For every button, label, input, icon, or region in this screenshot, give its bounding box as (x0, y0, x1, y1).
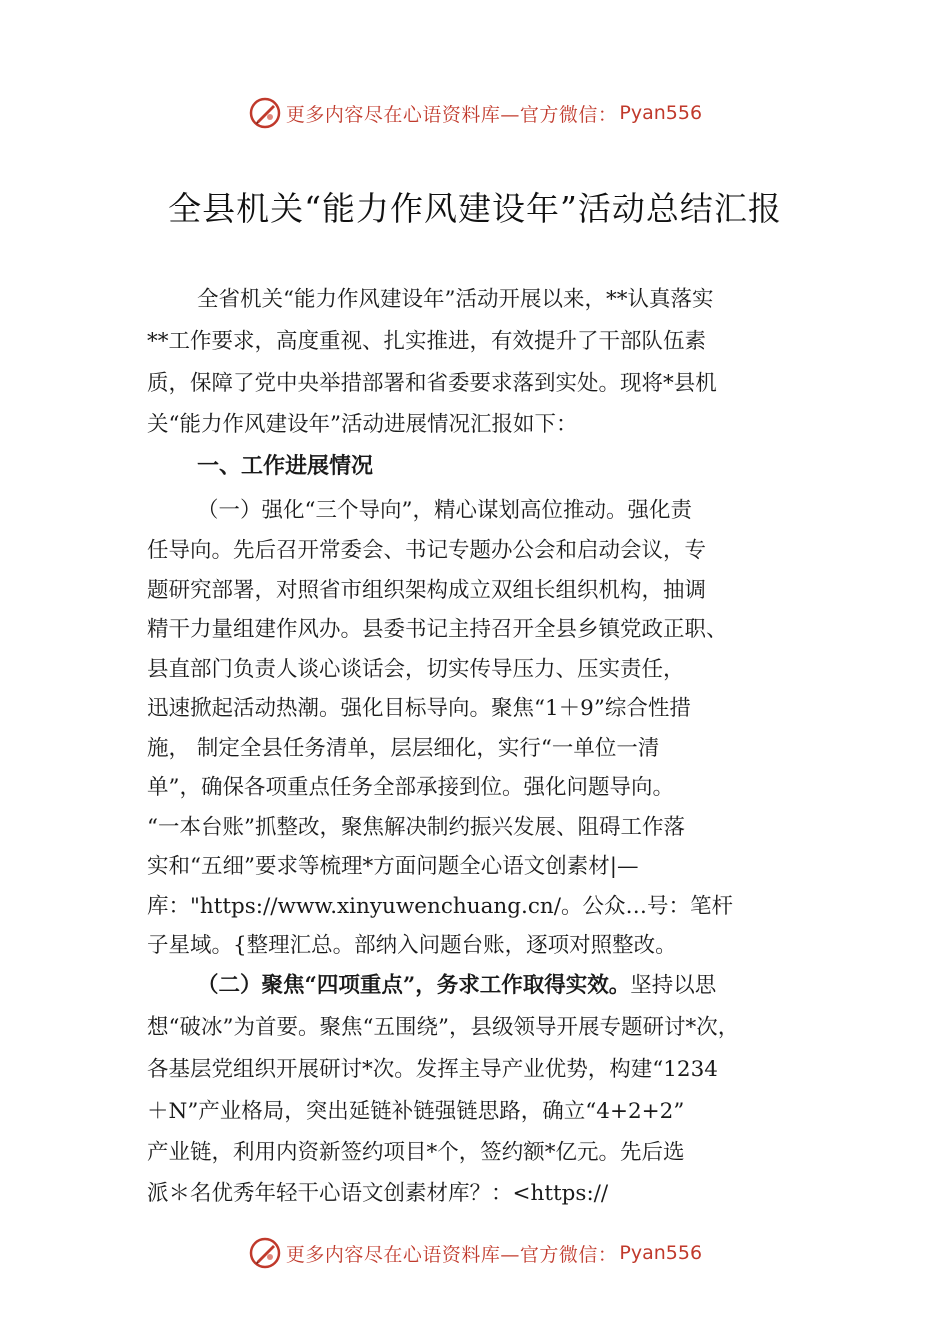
paragraph-line: 任导向。先后召开常委会、书记专题办公会和启动会议，专 (147, 538, 707, 563)
paragraph-line: 单”，确保各项重点任务全部承接到位。强化问题导向。 (147, 775, 674, 800)
paragraph-line: 产业链，利用内资新签约项目*个，签约额*亿元。先后选 (147, 1140, 685, 1165)
watermark-banner-bottom (0, 1233, 950, 1273)
paragraph-line: 施， 制定全县任务清单，层层细化，实行“一单位一清 (147, 736, 660, 761)
section-heading: 一、工作进展情况 (197, 454, 374, 479)
paragraph-line: ＋N”产业格局，突出延链补链强链思路，确立“4+2+2” (147, 1099, 685, 1124)
banner-text: 更多内容尽在心语资料库—官方微信： (285, 1243, 618, 1266)
banner-wechat-id: Pyan556 (619, 1242, 703, 1264)
paragraph-line: 县直部门负责人谈心谈话会，切实传导压力、压实责任， (147, 657, 685, 682)
paragraph-line: 全省机关“能力作风建设年”活动开展以来，**认真落实 (197, 287, 714, 312)
subheading-bold: （二）聚焦“四项重点”，务求工作取得实效。 (197, 973, 631, 998)
watermark-banner-top (0, 93, 950, 133)
paragraph-line: 实和“五细”要求等梳理*方面问题全心语文创素材|— (147, 854, 639, 879)
pen-logo-icon (248, 96, 282, 130)
pen-logo-icon (248, 1236, 282, 1270)
paragraph-line: 想“破冰”为首要。聚焦“五围绕”，县级领导开展专题研讨*次， (147, 1015, 740, 1040)
paragraph-line: 质，保障了党中央举措部署和省委要求落到实处。现将*县机 (147, 371, 717, 396)
document-title: 全县机关“能力作风建设年”活动总结汇报 (168, 189, 782, 228)
paragraph-line: “一本台账”抓整改，聚焦解决制约振兴发展、阻碍工作落 (147, 815, 685, 840)
banner-text: 更多内容尽在心语资料库—官方微信： (285, 103, 618, 126)
paragraph-line: 题研究部署，对照省市组织架构成立双组长组织机构，抽调 (147, 578, 707, 603)
paragraph-line: **工作要求，高度重视、扎实推进，有效提升了干部队伍素 (147, 329, 707, 354)
paragraph-line: 迅速掀起活动热潮。强化目标导向。聚焦“1＋9”综合性措 (147, 696, 691, 721)
paragraph-line: 各基层党组织开展研讨*次。发挥主导产业优势，构建“1234 (147, 1057, 718, 1082)
paragraph-text: 坚持以思 (630, 973, 717, 998)
paragraph-line (197, 975, 716, 997)
paragraph-line: 子星域。{整理汇总。部纳入问题台账，逐项对照整改。 (147, 933, 677, 958)
banner-wechat-id: Pyan556 (619, 102, 703, 124)
paragraph-line: 关“能力作风建设年”活动进展情况汇报如下： (147, 412, 578, 437)
paragraph-line: 库："https://www.xinyuwenchuang.cn/。公众…号：笔杆 (147, 894, 733, 919)
paragraph-line: 精干力量组建作风办。县委书记主持召开全县乡镇党政正职、 (147, 617, 728, 642)
paragraph-line: （一）强化“三个导向”，精心谋划高位推动。强化责 (197, 498, 692, 523)
paragraph-line: 派＊名优秀年轻干心语文创素材库？：<https:// (147, 1181, 609, 1206)
